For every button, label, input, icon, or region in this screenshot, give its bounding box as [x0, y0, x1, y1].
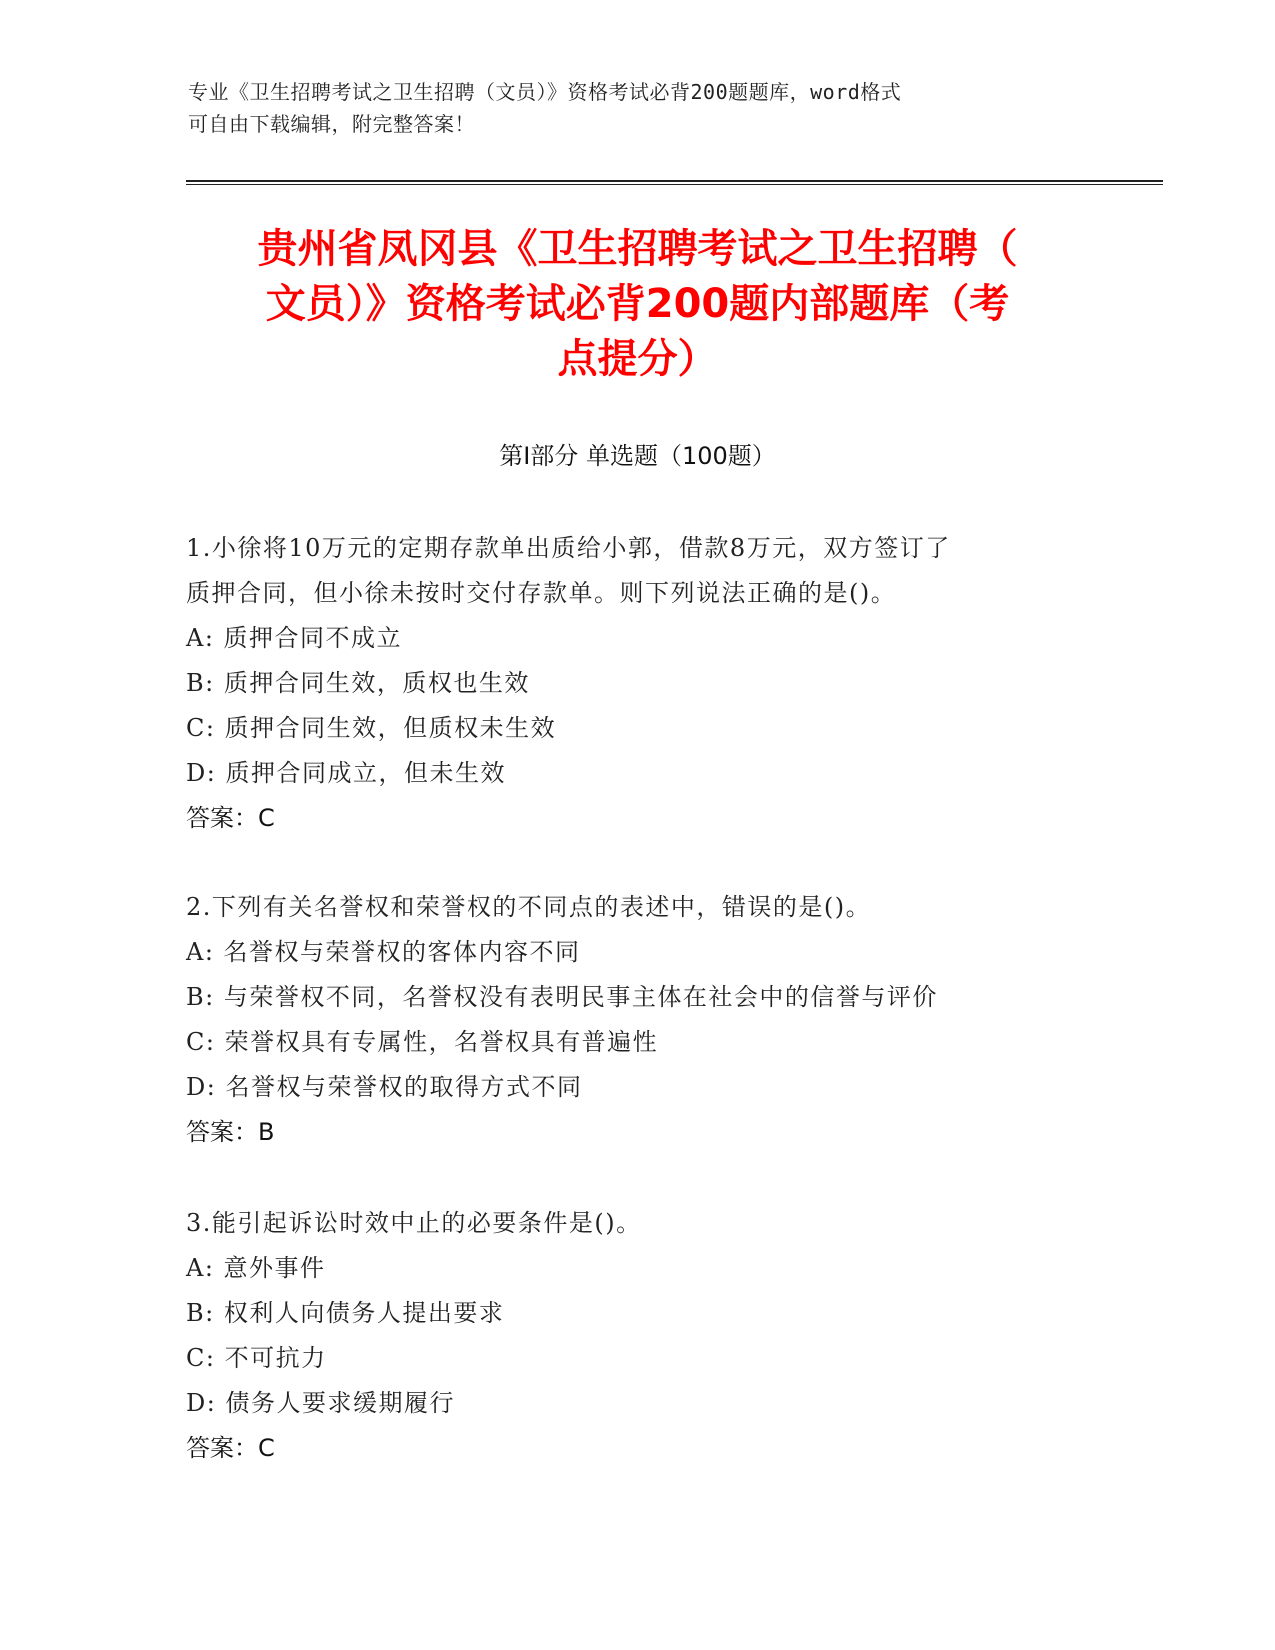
question-1 [186, 526, 1086, 841]
question-2 [186, 885, 1086, 1155]
option-d: D: 债务人要求缓期履行 [186, 1389, 455, 1417]
option-d: D: 名誉权与荣誉权的取得方式不同 [186, 1073, 583, 1101]
question-3 [186, 1201, 1086, 1471]
title-line: 点提分） [557, 336, 718, 382]
question-stem: 1.小徐将10万元的定期存款单出质给小郭，借款8万元，双方签订了 [186, 534, 951, 562]
option-c: C: 质押合同生效，但质权未生效 [186, 714, 557, 742]
question-stem: 2.下列有关名誉权和荣誉权的不同点的表述中，错误的是()。 [186, 893, 872, 921]
option-b: B: 权利人向债务人提出要求 [186, 1299, 505, 1327]
option-c: C: 不可抗力 [186, 1344, 327, 1372]
header-note-line: 专业《卫生招聘考试之卫生招聘（文员）》资格考试必背200题题库，word格式 [188, 80, 902, 104]
header-note [188, 76, 1068, 140]
header-divider-thin [186, 184, 1163, 185]
answer: 答案：C [186, 1434, 275, 1462]
header-divider [186, 180, 1163, 182]
option-d: D: 质押合同成立，但未生效 [186, 759, 506, 787]
option-b: B: 与荣誉权不同，名誉权没有表明民事主体在社会中的信誉与评价 [186, 983, 938, 1011]
question-stem: 质押合同，但小徐未按时交付存款单。则下列说法正确的是()。 [186, 579, 897, 607]
option-a: A: 意外事件 [186, 1254, 326, 1282]
header-note-line: 可自由下载编辑，附完整答案！ [188, 112, 475, 136]
question-stem: 3.能引起诉讼时效中止的必要条件是()。 [186, 1209, 642, 1237]
document-title [150, 222, 1125, 387]
section-heading: 第Ⅰ部分 单选题（100题） [499, 442, 776, 470]
option-a: A: 名誉权与荣誉权的客体内容不同 [186, 938, 581, 966]
answer: 答案：C [186, 804, 275, 832]
title-line: 贵州省凤冈县《卫生招聘考试之卫生招聘（ [257, 226, 1018, 272]
title-line: 文员）》资格考试必背200题内部题库（考 [265, 281, 1010, 327]
option-c: C: 荣誉权具有专属性，名誉权具有普遍性 [186, 1028, 659, 1056]
answer: 答案：B [186, 1118, 275, 1146]
option-a: A: 质押合同不成立 [186, 624, 403, 652]
option-b: B: 质押合同生效，质权也生效 [186, 669, 530, 697]
